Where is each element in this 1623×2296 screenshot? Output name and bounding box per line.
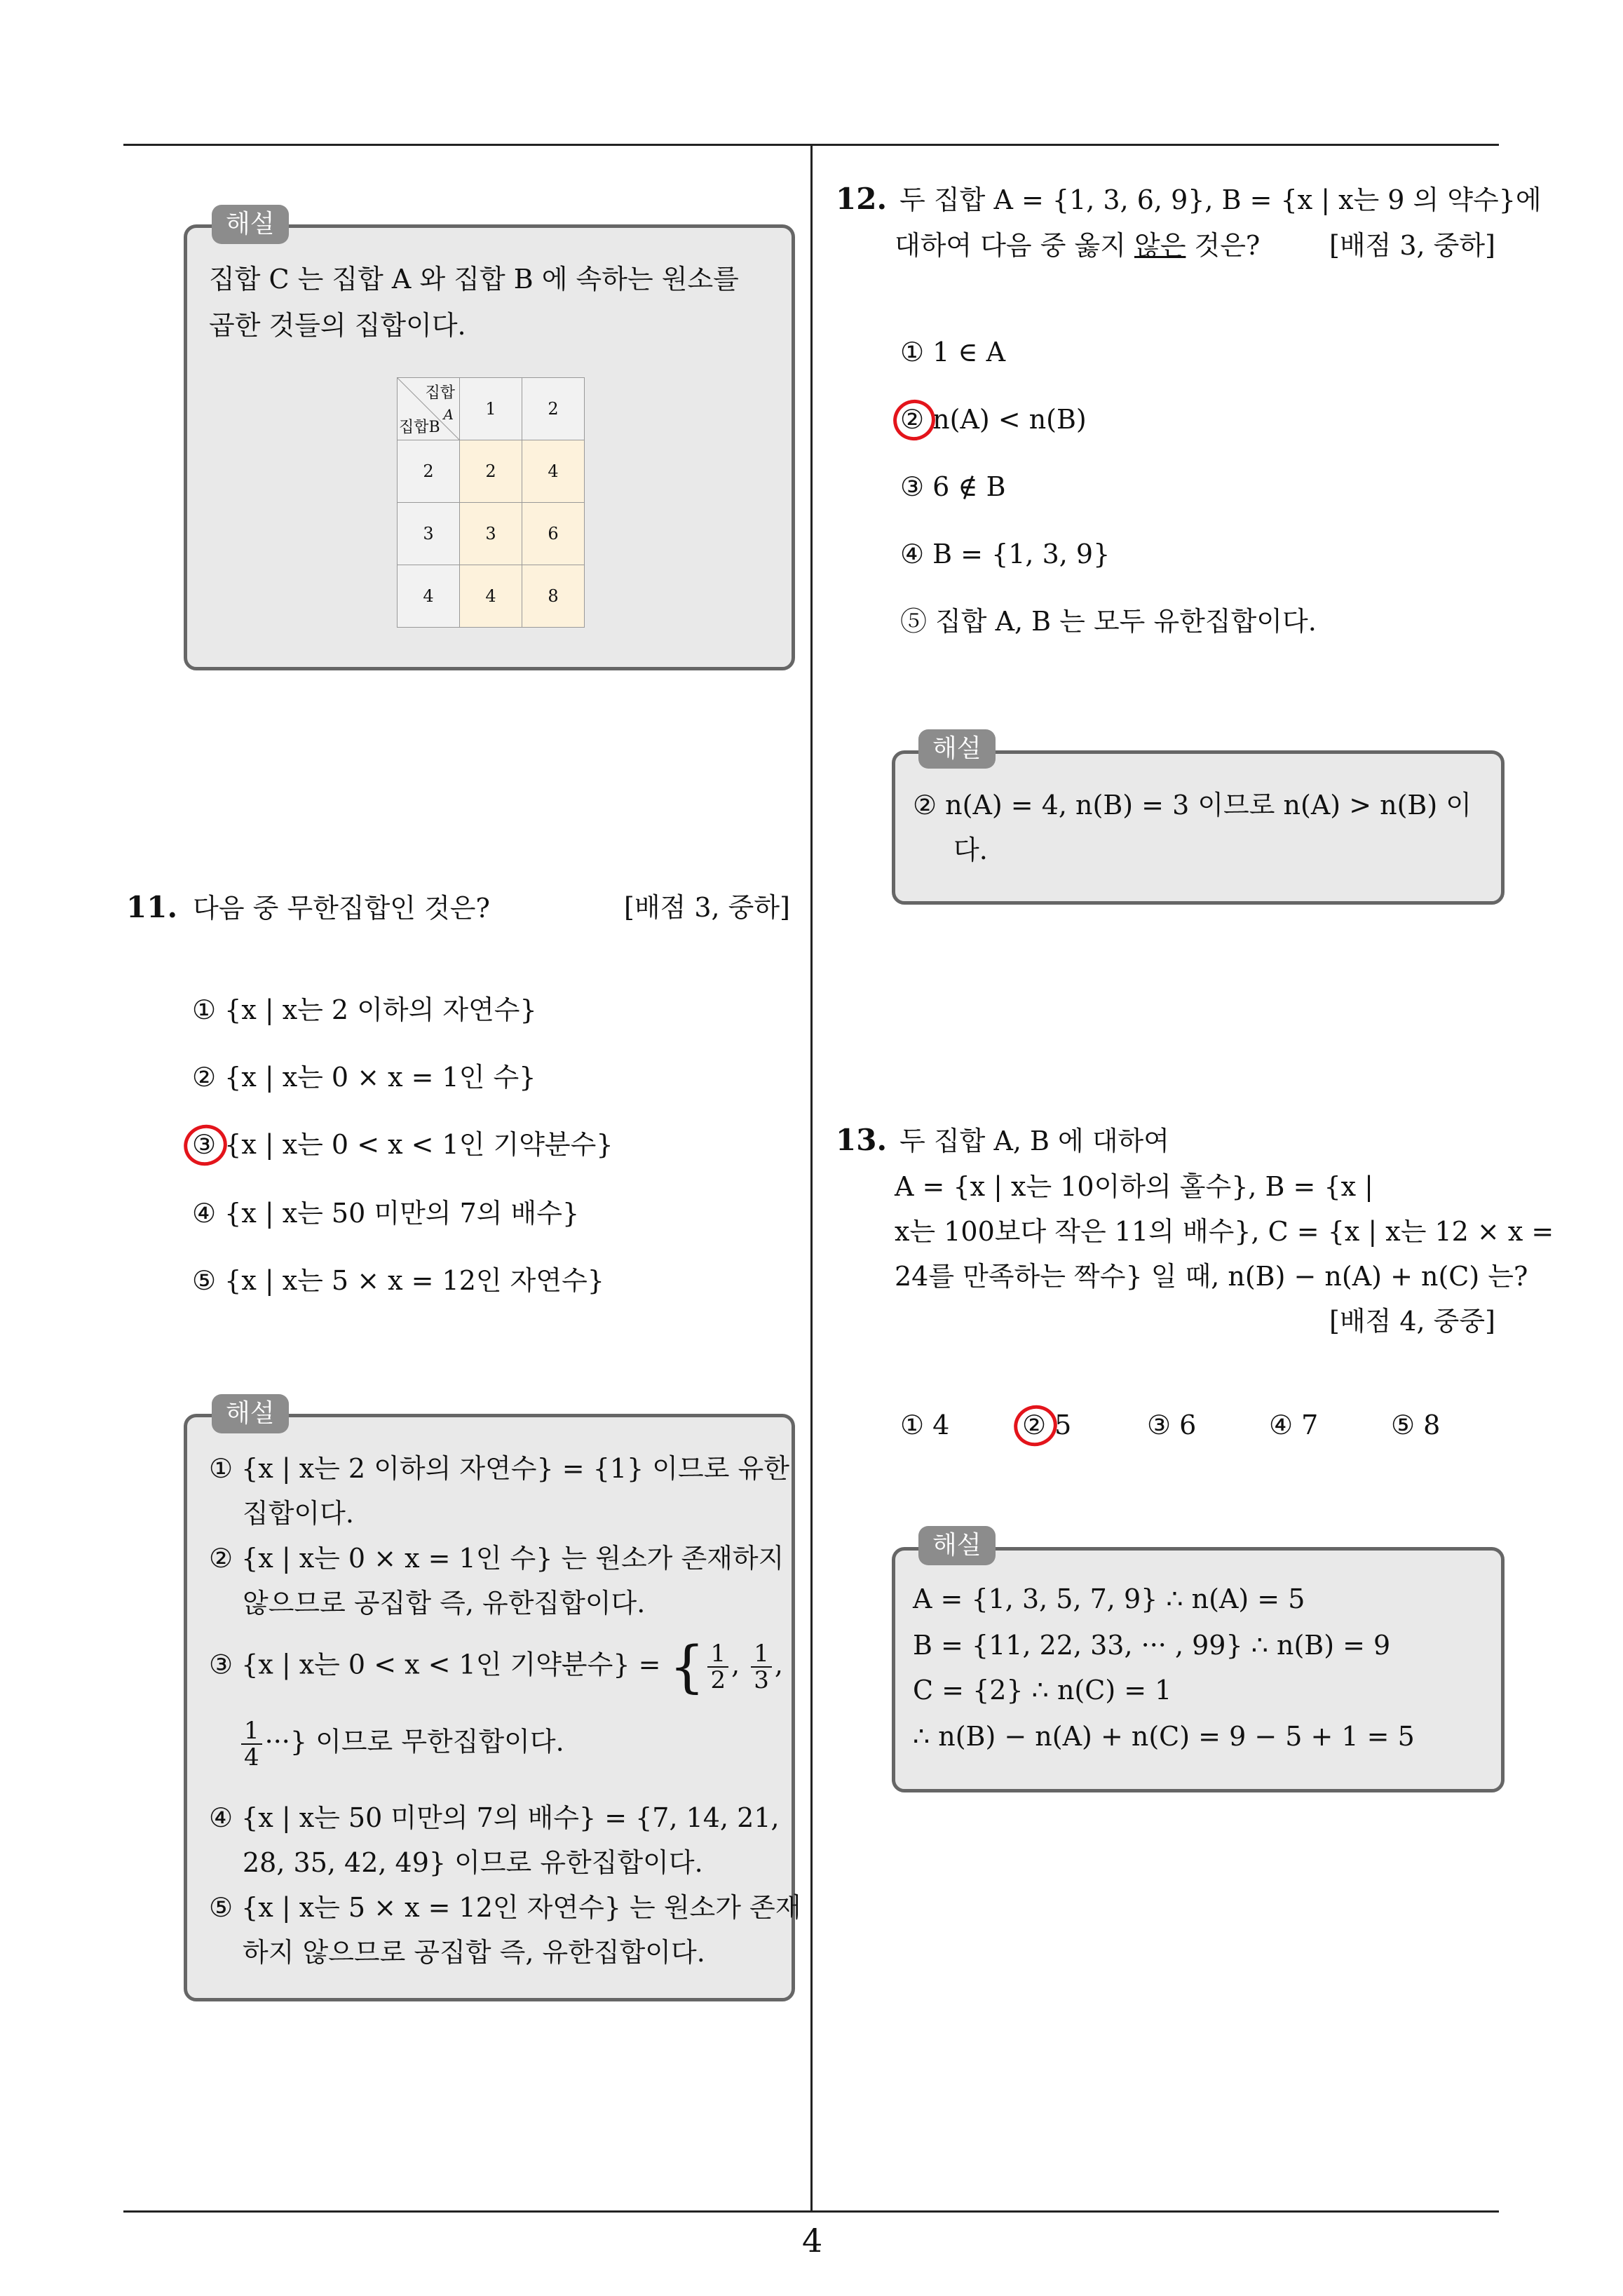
solution-q11-line1: ① {x | x는 2 이하의 자연수} = {1} 이므로 유한 — [209, 1453, 789, 1484]
corner-bottom-label: 집합B — [399, 419, 440, 436]
solution-q11-line7: ④ {x | x는 50 미만의 7의 배수} = {7, 14, 21, — [209, 1802, 780, 1833]
table-cell: 6 — [522, 503, 585, 565]
table-cell: 8 — [522, 565, 585, 628]
question-12-score: [배점 3, 중하] — [1329, 230, 1495, 261]
table-cell: 2 — [460, 440, 522, 503]
solution-q11-line8: 28, 35, 42, 49} 이므로 유한집합이다. — [243, 1847, 703, 1878]
question-text: 다음 중 무한집합인 것은? — [193, 893, 490, 924]
solution-q11-line5-text: ③ {x | x는 0 < x < 1인 기약분수} = — [209, 1649, 661, 1680]
emphasis-not: 않은 — [1134, 230, 1186, 261]
question-11 — [126, 885, 490, 931]
table-corner-cell — [398, 378, 460, 440]
question-13-line3: x는 100보다 작은 11의 배수}, C = {x | x는 12 × x = — [895, 1216, 1554, 1247]
option-5[interactable]: ⑤ {x | x는 5 × x = 12인 자연수} — [192, 1265, 604, 1296]
solution-badge-q13: 해설 — [918, 1526, 996, 1565]
corner-top-var: A — [443, 406, 454, 423]
option-2[interactable]: ② {x | x는 0 × x = 1인 수} — [192, 1062, 536, 1093]
option-4[interactable]: ④ 7 — [1269, 1410, 1319, 1440]
question-number: 11. — [126, 890, 178, 924]
option-4[interactable]: ④ {x | x는 50 미만의 7의 배수} — [192, 1198, 580, 1229]
fraction-quarter: $\frac{1}{4}$ — [241, 1718, 262, 1770]
option-2[interactable]: ② n(A) < n(B) — [900, 404, 1087, 435]
solution-q11-line6-text: ···} 이므로 무한집합이다. — [264, 1726, 564, 1757]
table-cell: 4 — [460, 565, 522, 628]
option-5[interactable]: ⑤ 집합 A, B 는 모두 유한집합이다. — [900, 606, 1317, 637]
fraction-half: $\frac{1}{2}$ — [707, 1641, 728, 1693]
solution-q13-line4: ∴ n(B) − n(A) + n(C) = 9 − 5 + 1 = 5 — [913, 1721, 1415, 1752]
solution-badge-q10: 해설 — [212, 205, 289, 244]
solution-q12-line1: ② n(A) = 4, n(B) = 3 이므로 n(A) > n(B) 이 — [913, 790, 1472, 821]
solution-q11-line10: 하지 않으므로 공집합 즉, 유한집합이다. — [243, 1937, 705, 1968]
question-13-line2: A = {x | x는 10이하의 홀수}, B = {x | — [895, 1171, 1373, 1202]
option-3[interactable]: ③ 6 — [1147, 1410, 1197, 1440]
question-text: 두 집합 A, B 에 대하여 — [899, 1126, 1169, 1156]
solution-q11-line2: 집합이다. — [243, 1498, 354, 1529]
table-cell: 3 — [460, 503, 522, 565]
option-3[interactable]: ③ {x | x는 0 < x < 1인 기약분수} — [192, 1129, 613, 1160]
question-12-line2: 대하여 다음 중 옳지 않은 것은? — [895, 230, 1261, 261]
solution-q13-line1: A = {1, 3, 5, 7, 9} ∴ n(A) = 5 — [913, 1583, 1305, 1614]
fraction-third: $\frac{1}{3}$ — [751, 1641, 772, 1693]
option-3[interactable]: ③ 6 ∉ B — [900, 471, 1006, 502]
question-13-score: [배점 4, 중중] — [1329, 1306, 1495, 1337]
option-1[interactable]: ① 4 — [900, 1410, 950, 1440]
corner-top-label: 집합 — [425, 384, 455, 402]
question-number: 12. — [836, 182, 888, 216]
option-1[interactable]: ① {x | x는 2 이하의 자연수} — [192, 994, 537, 1025]
column-divider — [810, 144, 813, 2213]
option-1[interactable]: ① 1 ∈ A — [900, 337, 1006, 367]
solution-badge-q11: 해설 — [212, 1394, 289, 1433]
question-12-line1 — [836, 177, 1542, 222]
solution-q13-line3: C = {2} ∴ n(C) = 1 — [913, 1675, 1172, 1706]
solution-q10-line2: 곱한 것들의 집합이다. — [209, 310, 466, 341]
row-header-1: 2 — [398, 440, 460, 503]
page-number: 4 — [802, 2222, 823, 2260]
table-cell: 4 — [522, 440, 585, 503]
solution-badge-q12: 해설 — [918, 729, 996, 769]
solution-q11-line4: 않으므로 공집합 즉, 유한집합이다. — [243, 1588, 646, 1619]
question-number: 13. — [836, 1123, 888, 1157]
question-13-line4: 24를 만족하는 짝수} 일 때, n(B) − n(A) + n(C) 는? — [895, 1261, 1528, 1292]
solution-q13-line2: B = {11, 22, 33, ··· , 99} ∴ n(B) = 9 — [913, 1630, 1391, 1661]
question-text: 두 집합 A = {1, 3, 6, 9}, B = {x | x는 9 의 약수}에 — [899, 184, 1542, 215]
question-11-score: [배점 3, 중하] — [624, 892, 790, 923]
open-brace: { — [669, 1634, 705, 1699]
col-header-2: 2 — [522, 378, 585, 440]
bottom-rule — [123, 2210, 1499, 2213]
row-header-2: 3 — [398, 503, 460, 565]
question-13-line1 — [836, 1118, 1169, 1163]
option-5[interactable]: ⑤ 8 — [1391, 1410, 1441, 1440]
col-header-1: 1 — [460, 378, 522, 440]
solution-q11-line9: ⑤ {x | x는 5 × x = 12인 자연수} 는 원소가 존재 — [209, 1892, 801, 1923]
solution-q11-line5: ③ {x | x는 0 < x < 1인 기약분수} = { $\frac{1}{2}$ , $\frac{1}{3}$ , — [209, 1634, 783, 1699]
row-header-3: 4 — [398, 565, 460, 628]
option-4[interactable]: ④ B = {1, 3, 9} — [900, 539, 1111, 569]
solution-q10-line1: 집합 C 는 집합 A 와 집합 B 에 속하는 원소를 — [209, 264, 739, 295]
product-table — [397, 377, 585, 628]
option-2[interactable]: ② 5 — [1022, 1410, 1072, 1440]
solution-q11-line3: ② {x | x는 0 × x = 1인 수} 는 원소가 존재하지 — [209, 1543, 785, 1574]
solution-q12-line2: 다. — [953, 835, 988, 865]
solution-q11-line6 — [238, 1718, 564, 1770]
